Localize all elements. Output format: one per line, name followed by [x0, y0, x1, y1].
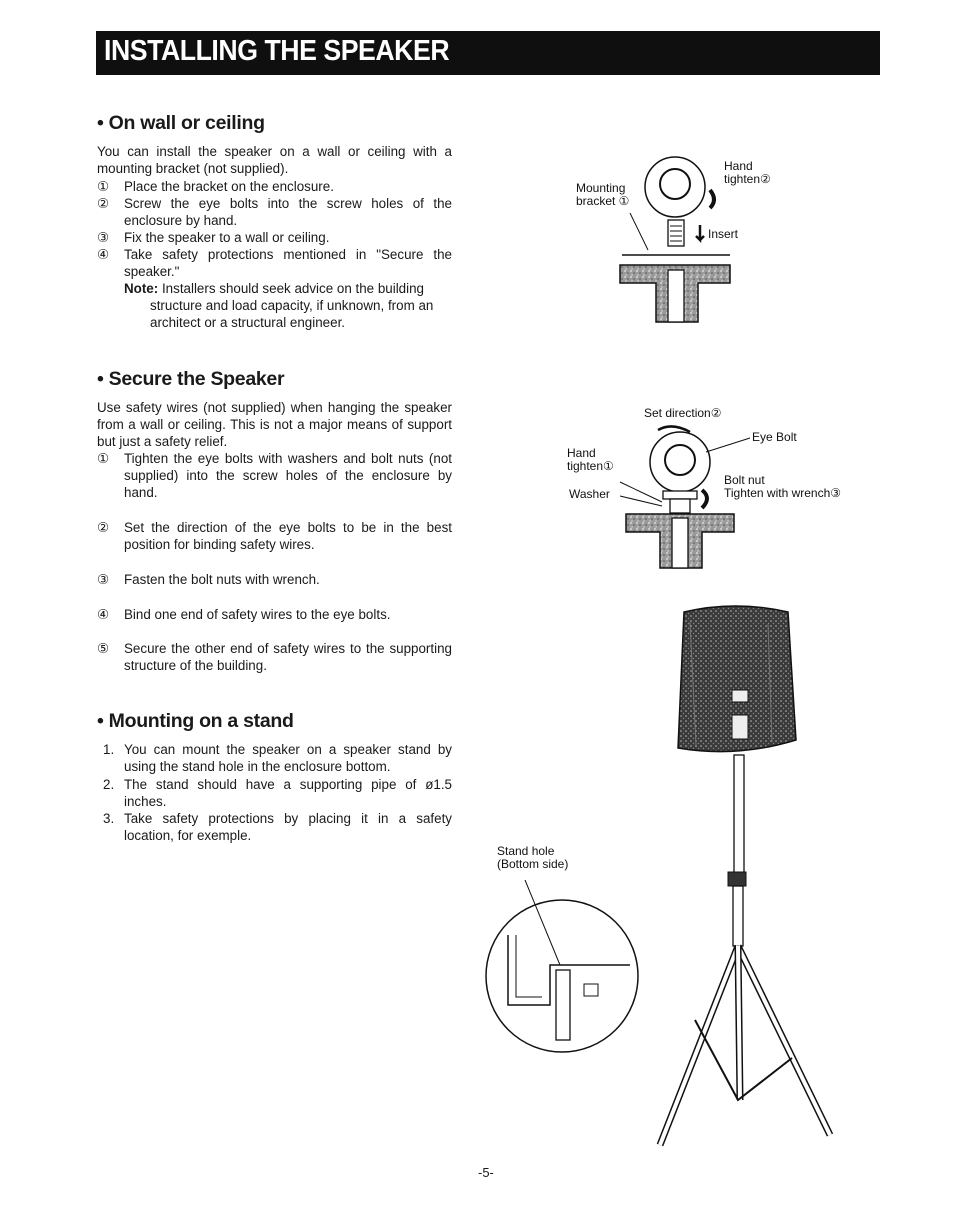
page-title: INSTALLING THE SPEAKER: [104, 35, 450, 67]
step-marker: ③: [97, 572, 110, 587]
wall-intro: You can install the speaker on a wall or ceiling with a mounting bracket (not supplied).: [97, 144, 452, 176]
eyebolt-ring: [645, 157, 705, 217]
label-bottom-side: (Bottom side): [497, 857, 569, 871]
label-hand: Hand: [567, 446, 596, 460]
step-text: Set the direction of the eye bolts to be in the best position for binding safety wires.: [124, 520, 452, 552]
bolt-shank: [668, 220, 684, 246]
label-eye-bolt: Eye Bolt: [752, 430, 797, 444]
step-marker: ④: [97, 607, 110, 622]
step-text: Screw the eye bolts into the screw holes of the enclosure by hand.: [124, 196, 452, 228]
bolt-nut: [670, 499, 690, 513]
step-marker: ③: [97, 230, 110, 245]
stand-upper-pipe: [734, 755, 744, 875]
step-text: Fasten the bolt nuts with wrench.: [124, 572, 320, 587]
label-stand-hole: Stand hole: [497, 844, 555, 858]
heading-mounting-stand: • Mounting on a stand: [97, 710, 294, 732]
step-text: Place the bracket on the enclosure.: [124, 179, 334, 194]
direction-arrow: [658, 426, 690, 432]
label-bolt-nut: Bolt nut: [724, 473, 765, 487]
label-tighten: tighten①: [567, 459, 614, 473]
step-marker: 3.: [103, 811, 115, 826]
step-text: Tighten the eye bolts with washers and bolt nuts (not supplied) into the screw holes of the enclosure by hand.: [124, 451, 452, 500]
label-tighten-wrench: Tighten with wrench③: [724, 486, 842, 500]
rotate-arrow: [710, 190, 714, 208]
washer: [663, 491, 697, 499]
secure-intro: Use safety wires (not supplied) when hanging the speaker from a wall or ceiling. This is not a major means of support but just a safety relief.: [97, 400, 452, 449]
step-text: Fix the speaker to a wall or ceiling.: [124, 230, 330, 245]
note-text-rest: structure and load capacity, if unknown, from an architect or a structural engineer.: [150, 298, 434, 330]
figure-speaker-on-stand: [486, 606, 830, 1145]
label-mounting: Mounting: [576, 181, 626, 195]
label-washer: Washer: [569, 487, 610, 501]
step-marker: 1.: [103, 742, 115, 757]
label-bracket: bracket ①: [576, 194, 630, 208]
heading-secure-speaker: • Secure the Speaker: [97, 368, 285, 390]
stand-clamp: [728, 872, 746, 886]
step-marker: 2.: [103, 777, 115, 792]
insert-arrow: [696, 225, 704, 240]
step-text: Bind one end of safety wires to the eye bolts.: [124, 607, 391, 622]
step-marker: ①: [97, 179, 110, 194]
step-text: Take safety protections by placing it in a safety location, for exemple.: [124, 811, 452, 843]
step-marker: ②: [97, 520, 110, 535]
step-text: You can mount the speaker on a speaker stand by using the stand hole in the enclosure bottom.: [124, 742, 452, 774]
label-set-direction: Set direction②: [644, 406, 722, 420]
page-number: -5-: [478, 1165, 494, 1180]
note-text: Installers should seek advice on the building: [161, 281, 424, 296]
label-tighten: tighten②: [724, 172, 771, 186]
note-label: Note:: [124, 281, 159, 296]
step-marker: ④: [97, 247, 110, 262]
step-text: Secure the other end of safety wires to the supporting structure of the building.: [124, 641, 452, 673]
heading-wall-ceiling: • On wall or ceiling: [97, 112, 265, 134]
eyebolt-ring: [650, 432, 710, 492]
stand-lower-pipe: [733, 886, 743, 946]
step-text: The stand should have a supporting pipe of ø1.5 inches.: [124, 777, 452, 809]
leader-line: [630, 213, 648, 250]
label-insert: Insert: [708, 227, 739, 241]
step-marker: ⑤: [97, 641, 110, 656]
step-marker: ①: [97, 451, 110, 466]
label-hand: Hand: [724, 159, 753, 173]
step-marker: ②: [97, 196, 110, 211]
step-text: Take safety protections mentioned in "Secure the speaker.": [124, 247, 452, 279]
